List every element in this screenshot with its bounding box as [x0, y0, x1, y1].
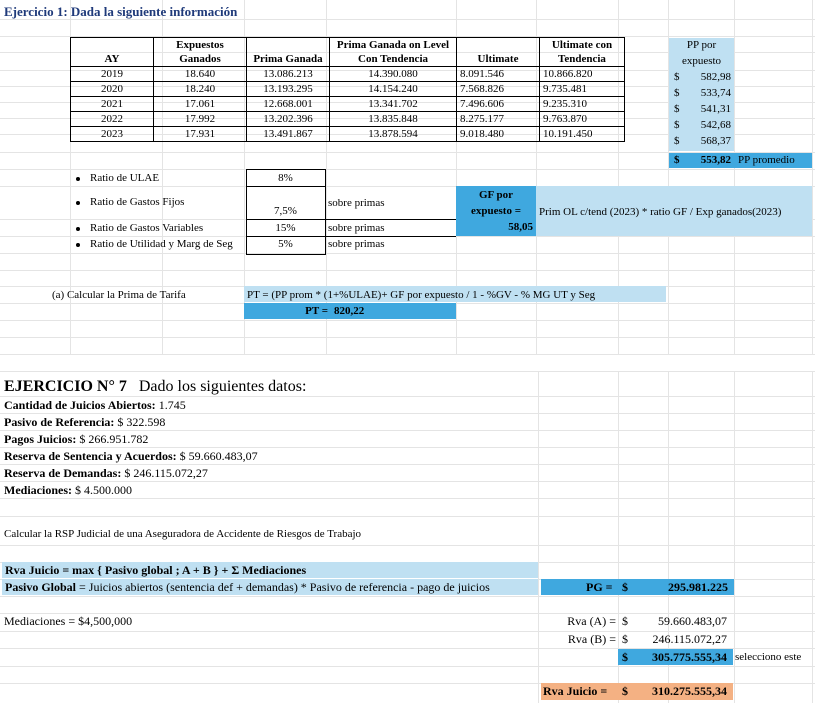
pp-value: 542,68 — [700, 119, 731, 131]
grid-line — [0, 253, 815, 254]
header-ay: AY — [71, 52, 154, 67]
cell-prima: 13.491.867 — [247, 127, 330, 142]
task-text: Calcular la RSP Judicial de una Aseguradora de Accidente de Riesgos de Trabajo — [4, 528, 362, 540]
premium-table — [70, 37, 625, 142]
grid-line — [812, 371, 813, 703]
table-row — [71, 67, 625, 82]
cell-ult-t: 9.735.481 — [540, 82, 625, 97]
header-ultimate-blank — [457, 38, 540, 53]
cell-ay: 2021 — [71, 97, 154, 112]
pt-value: 820,22 — [334, 305, 365, 317]
grid-line — [812, 0, 813, 355]
exercise-7-title-bold: EJERCICIO N° 7 — [4, 378, 127, 395]
exercise-7-title — [4, 377, 306, 396]
rva-a-value: 59.660.483,07 — [658, 614, 727, 628]
data-item-label: Cantidad de Juicios Abiertos: — [4, 398, 156, 412]
ratio-value-util: 5% — [278, 238, 293, 250]
data-item — [4, 483, 132, 497]
pp-value: 533,74 — [700, 87, 731, 99]
header-expuestos-line2: Ganados — [154, 52, 247, 67]
pasivo-global-label: Pasivo Global — [5, 580, 77, 594]
data-item — [4, 415, 165, 429]
data-item-value: $ 4.500.000 — [72, 483, 132, 497]
cell-ult-t: 9.235.310 — [540, 97, 625, 112]
final-value: 310.275.555,34 — [652, 684, 727, 698]
grid-line — [0, 396, 815, 397]
data-item — [4, 449, 258, 463]
header-prima-level-line2: Con Tendencia — [330, 52, 457, 67]
pg-currency: $ — [622, 580, 628, 594]
cell-exp: 17.992 — [154, 112, 247, 127]
cell-level: 13.878.594 — [330, 127, 457, 142]
data-item — [4, 398, 186, 412]
header-ultimate: Ultimate — [457, 52, 540, 67]
grid-line — [0, 464, 815, 465]
pasivo-global-formula: = Juicios abiertos (sentencia def + demandas) * Pasivo de referencia - pago de juicios — [76, 580, 490, 594]
data-item-label: Mediaciones: — [4, 483, 72, 497]
grid-line — [538, 371, 539, 703]
cell-exp: 18.640 — [154, 67, 247, 82]
sum-note: selecciono este — [735, 651, 802, 663]
cell-level: 14.390.080 — [330, 67, 457, 82]
gf-label-1: GF por — [478, 189, 514, 201]
rva-a-label: Rva (A) = — [567, 614, 616, 628]
header-ultimate-tend-line2: Tendencia — [540, 52, 625, 67]
ratio-label-gf: Ratio de Gastos Fijos — [90, 196, 185, 208]
table-row — [71, 82, 625, 97]
table-row — [71, 112, 625, 127]
pp-value: 568,37 — [700, 135, 731, 147]
pp-currency: $ — [674, 119, 680, 131]
rva-a-currency: $ — [622, 614, 628, 628]
data-item-label: Reserva de Demandas: — [4, 466, 122, 480]
header-prima-blank — [247, 38, 330, 53]
ratio-label-gv: Ratio de Gastos Variables — [90, 222, 204, 234]
data-item-value: 1.745 — [155, 398, 186, 412]
grid-line — [0, 666, 815, 667]
mediaciones-text: Mediaciones = $4,500,000 — [4, 614, 133, 628]
ratio-value-gv: 15% — [275, 222, 296, 234]
pp-header-line1: PP por — [686, 39, 717, 51]
cell-prima: 12.668.001 — [247, 97, 330, 112]
rva-b-label: Rva (B) = — [567, 632, 616, 646]
header-ultimate-tend-line1: Ultimate con — [540, 38, 625, 53]
gf-value: 58,05 — [508, 221, 533, 233]
rva-b-currency: $ — [622, 632, 628, 646]
exercise-7-title-rest: Dado los siguientes datos: — [138, 378, 307, 395]
divider — [326, 219, 456, 220]
ratio-note-gf: sobre primas — [328, 197, 385, 209]
data-item-label: Pagos Juicios: — [4, 432, 77, 446]
pp-promedio-label: PP promedio — [738, 154, 795, 166]
cell-ult: 7.496.606 — [457, 97, 540, 112]
grid-line — [0, 270, 815, 271]
pasivo-global-text — [5, 580, 490, 594]
data-item-label: Pasivo de Referencia: — [4, 415, 115, 429]
pp-promedio-value: 553,82 — [700, 154, 731, 166]
grid-line — [0, 498, 815, 499]
cell-prima: 13.193.295 — [247, 82, 330, 97]
ratio-value-gf: 7,5% — [274, 205, 297, 217]
grid-line — [0, 447, 815, 448]
ratio-note-util: sobre primas — [328, 238, 385, 250]
data-item-value: $ 59.660.483,07 — [176, 449, 258, 463]
cell-ult-t: 9.763.870 — [540, 112, 625, 127]
pp-value: 582,98 — [700, 71, 731, 83]
divider — [326, 236, 456, 237]
cell-ay: 2022 — [71, 112, 154, 127]
pt-formula: PT = (PP prom * (1+%ULAE)+ GF por expuesto / 1 - %GV - % MG UT y Seg — [247, 289, 596, 301]
cell-level: 14.154.240 — [330, 82, 457, 97]
ratio-note-gv: sobre primas — [328, 222, 385, 234]
pp-promedio-currency: $ — [674, 154, 680, 166]
cell-ult-t: 10.866.820 — [540, 67, 625, 82]
cell-ult: 7.568.826 — [457, 82, 540, 97]
rva-formula: Rva Juicio = max { Pasivo global ; A + B } + Σ Mediaciones — [5, 563, 307, 577]
data-item — [4, 466, 208, 480]
grid-line — [0, 481, 815, 482]
data-item-value: $ 322.598 — [114, 415, 166, 429]
cell-ult: 9.018.480 — [457, 127, 540, 142]
grid-line — [0, 430, 815, 431]
cell-prima: 13.202.396 — [247, 112, 330, 127]
final-currency: $ — [622, 684, 628, 698]
grid-line — [0, 337, 815, 338]
cell-exp: 17.931 — [154, 127, 247, 142]
pp-currency: $ — [674, 103, 680, 115]
pt-label: PT = — [305, 305, 328, 317]
pp-currency: $ — [674, 87, 680, 99]
ratio-value-ulae: 8% — [278, 172, 293, 184]
cell-exp: 18.240 — [154, 82, 247, 97]
ratio-label-util: Ratio de Utilidad y Marg de Seg — [90, 238, 233, 250]
pg-value: 295.981.225 — [668, 580, 728, 594]
table-row — [71, 97, 625, 112]
grid-line — [0, 354, 815, 355]
grid-line — [0, 371, 815, 372]
ratio-label-ulae: Ratio de ULAE — [90, 172, 160, 184]
grid-line — [0, 413, 815, 414]
gf-formula: Prim OL c/tend (2023) * ratio GF / Exp ganados(2023) — [539, 206, 782, 218]
gf-label-2: expuesto = — [471, 205, 521, 217]
cell-level: 13.835.848 — [330, 112, 457, 127]
pg-label: PG = — [586, 580, 613, 594]
data-item-label: Reserva de Sentencia y Acuerdos: — [4, 449, 177, 463]
header-expuestos-line1: Expuestos — [154, 38, 247, 53]
bullet-icon — [76, 227, 80, 231]
grid-line — [734, 0, 735, 355]
header-ay-blank — [71, 38, 154, 53]
cell-exp: 17.061 — [154, 97, 247, 112]
grid-line — [0, 320, 815, 321]
pp-currency: $ — [674, 71, 680, 83]
grid-line — [0, 545, 815, 546]
grid-line — [0, 169, 815, 170]
bullet-icon — [76, 177, 80, 181]
sum-value: 305.775.555,34 — [652, 650, 727, 664]
divider — [246, 219, 325, 220]
table-row — [71, 127, 625, 142]
data-item-value: $ 246.115.072,27 — [121, 466, 208, 480]
cell-ay: 2020 — [71, 82, 154, 97]
pp-currency: $ — [674, 135, 680, 147]
grid-line — [0, 516, 815, 517]
exercise-1-title: Ejercicio 1: Dada la siguiente información — [4, 4, 238, 19]
final-label: Rva Juicio = — [543, 684, 608, 698]
divider — [246, 186, 325, 187]
header-prima: Prima Ganada — [247, 52, 330, 67]
pp-value: 541,31 — [700, 103, 731, 115]
grid-line — [0, 596, 815, 597]
cell-ult: 8.275.177 — [457, 112, 540, 127]
bullet-icon — [76, 201, 80, 205]
rva-b-value: 246.115.072,27 — [652, 632, 727, 646]
cell-prima: 13.086.213 — [247, 67, 330, 82]
cell-level: 13.341.702 — [330, 97, 457, 112]
header-prima-level-line1: Prima Ganada on Level — [330, 38, 457, 53]
cell-ult-t: 10.191.450 — [540, 127, 625, 142]
pp-header-line2: expuesto — [681, 55, 722, 67]
bullet-icon — [76, 243, 80, 247]
cell-ay: 2019 — [71, 67, 154, 82]
sum-currency: $ — [622, 650, 628, 664]
cell-ult: 8.091.546 — [457, 67, 540, 82]
data-item — [4, 432, 148, 446]
calc-prima-tarifa-label: (a) Calcular la Prima de Tarifa — [52, 289, 186, 301]
data-item-value: $ 266.951.782 — [76, 432, 149, 446]
cell-ay: 2023 — [71, 127, 154, 142]
